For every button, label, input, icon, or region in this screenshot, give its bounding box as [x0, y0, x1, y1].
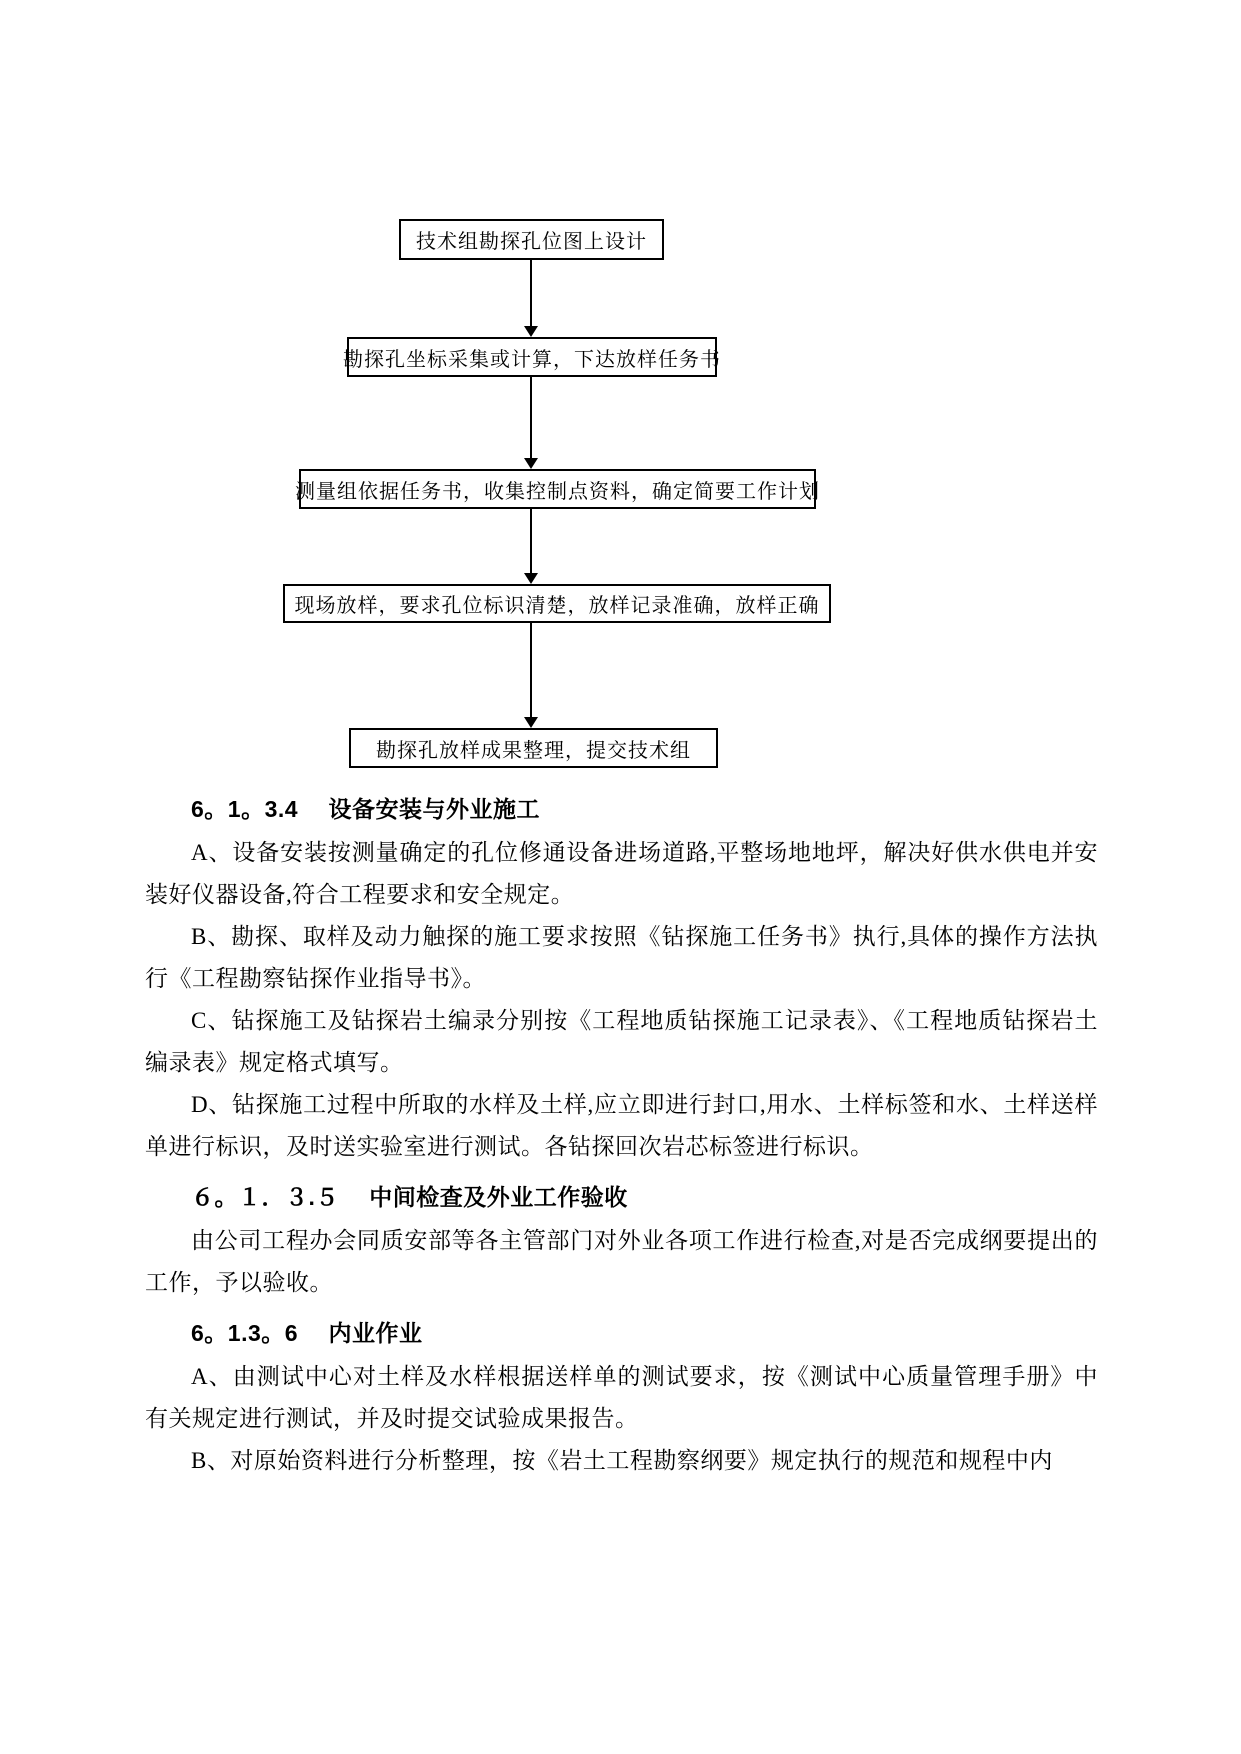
flow-arrow-4	[524, 623, 538, 728]
flow-arrow-1	[524, 260, 538, 337]
paragraph-inspection-acceptance: 由公司工程办会同质安部等各主管部门对外业各项工作进行检查,对是否完成纲要提出的工作，予以验收。	[145, 1228, 1098, 1295]
document-body	[145, 780, 1098, 1482]
section-heading-6-1-3-4: 6。1。3.4 设备安装与外业施工	[191, 796, 540, 822]
arrow-line	[530, 623, 532, 717]
paragraph-sample-labeling: D、钻探施工过程中所取的水样及土样,应立即进行封口,用水、土样标签和水、土样送样单进行标识，及时送实验室进行测试。各钻探回次岩芯标签进行标识。	[145, 1092, 1098, 1159]
arrow-line	[530, 509, 532, 573]
arrow-down-icon	[524, 717, 538, 728]
flowchart-step-plan: 测量组依据任务书，收集控制点资料，确定简要工作计划	[299, 469, 816, 509]
arrow-down-icon	[524, 573, 538, 584]
section-heading-6-1-3-5: ６。１．３.５ 中间检查及外业工作验收	[191, 1184, 628, 1210]
arrow-line	[530, 260, 532, 326]
flowchart-step-coordinates: 勘探孔坐标采集或计算，下达放样任务书	[347, 337, 717, 377]
survey-lofting-flowchart	[0, 0, 1241, 788]
flow-arrow-2	[524, 377, 538, 469]
section-heading-6-1-3-6: 6。1.3。6 内业作业	[191, 1320, 423, 1346]
paragraph-data-analysis: B、对原始资料进行分析整理，按《岩土工程勘察纲要》规定执行的规范和规程中内	[191, 1448, 1053, 1473]
arrow-down-icon	[524, 326, 538, 337]
flowchart-step-field-lofting: 现场放样，要求孔位标识清楚，放样记录准确，放样正确	[283, 584, 831, 623]
flowchart-step-results: 勘探孔放样成果整理，提交技术组	[349, 728, 718, 768]
flowchart-step-design: 技术组勘探孔位图上设计	[399, 219, 664, 260]
arrow-down-icon	[524, 458, 538, 469]
paragraph-equipment-install: A、设备安装按测量确定的孔位修通设备进场道路,平整场地地坪，解决好供水供电并安装好仪器设备,符合工程要求和安全规定。	[145, 840, 1098, 907]
paragraph-drilling-requirements: B、勘探、取样及动力触探的施工要求按照《钻探施工任务书》执行,具体的操作方法执行《工程勘察钻探作业指导书》。	[145, 924, 1098, 991]
paragraph-lab-testing: A、由测试中心对土样及水样根据送样单的测试要求，按《测试中心质量管理手册》中有关规定进行测试，并及时提交试验成果报告。	[145, 1364, 1098, 1431]
flow-arrow-3	[524, 509, 538, 584]
arrow-line	[530, 377, 532, 458]
paragraph-record-forms: C、钻探施工及钻探岩土编录分别按《工程地质钻探施工记录表》、《工程地质钻探岩土编录表》规定格式填写。	[145, 1008, 1098, 1075]
